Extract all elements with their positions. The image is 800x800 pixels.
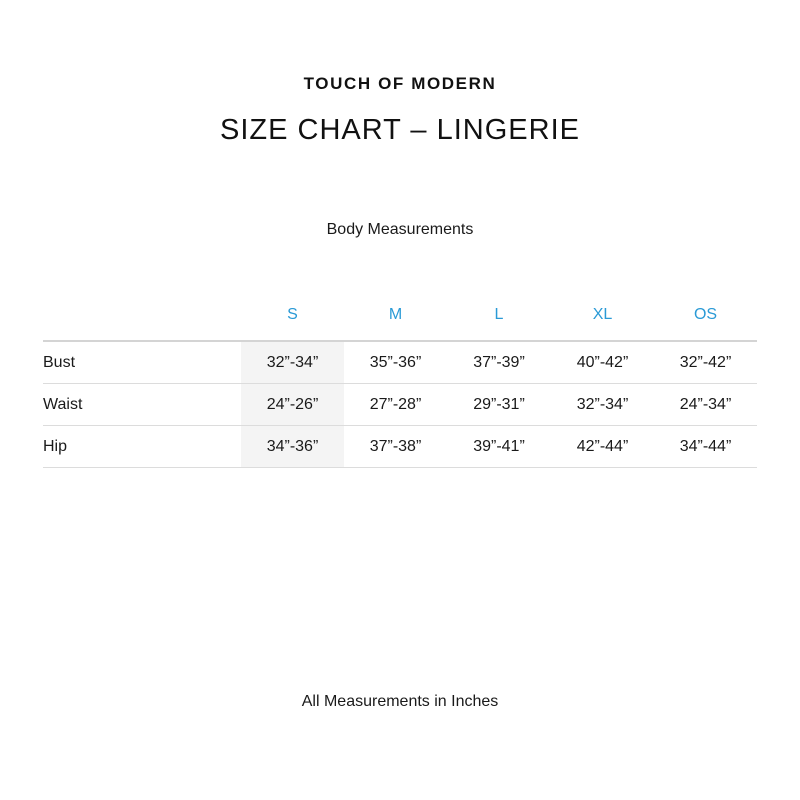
waist-m-value: 27”-28”: [344, 384, 447, 426]
size-header-l: L: [447, 290, 551, 341]
row-label-bust: Bust: [43, 341, 241, 384]
size-header-os: OS: [654, 290, 757, 341]
bust-l-value: 37”-39”: [447, 341, 551, 384]
hip-os-value: 34”-44”: [654, 426, 757, 468]
hip-xl-value: 42”-44”: [551, 426, 654, 468]
size-header-xl: XL: [551, 290, 654, 341]
row-label-header: [43, 290, 241, 341]
table-row-bust: [43, 341, 757, 384]
bust-xl-value: 40”-42”: [551, 341, 654, 384]
row-label-waist: Waist: [43, 384, 241, 426]
row-label-hip: Hip: [43, 426, 241, 468]
brand-logo: TOUCH OF MODERN: [303, 74, 497, 93]
size-header-row: [43, 290, 757, 341]
bust-os-value: 32”-42”: [654, 341, 757, 384]
page-title: SIZE CHART – LINGERIE: [220, 114, 580, 146]
hip-l-value: 39”-41”: [447, 426, 551, 468]
table-row-waist: [43, 384, 757, 426]
waist-os-value: 24”-34”: [654, 384, 757, 426]
size-header-s: S: [241, 290, 344, 341]
measurement-unit-note: All Measurements in Inches: [301, 693, 499, 710]
table-row-hip: [43, 426, 757, 468]
hip-m-value: 37”-38”: [344, 426, 447, 468]
bust-s-value: 32”-34”: [241, 341, 344, 384]
waist-xl-value: 32”-34”: [551, 384, 654, 426]
bust-m-value: 35”-36”: [344, 341, 447, 384]
size-chart-table: [43, 290, 757, 468]
waist-l-value: 29”-31”: [447, 384, 551, 426]
size-header-m: M: [344, 290, 447, 341]
hip-s-value: 34”-36”: [241, 426, 344, 468]
waist-s-value: 24”-26”: [241, 384, 344, 426]
section-subtitle: Body Measurements: [326, 221, 474, 238]
